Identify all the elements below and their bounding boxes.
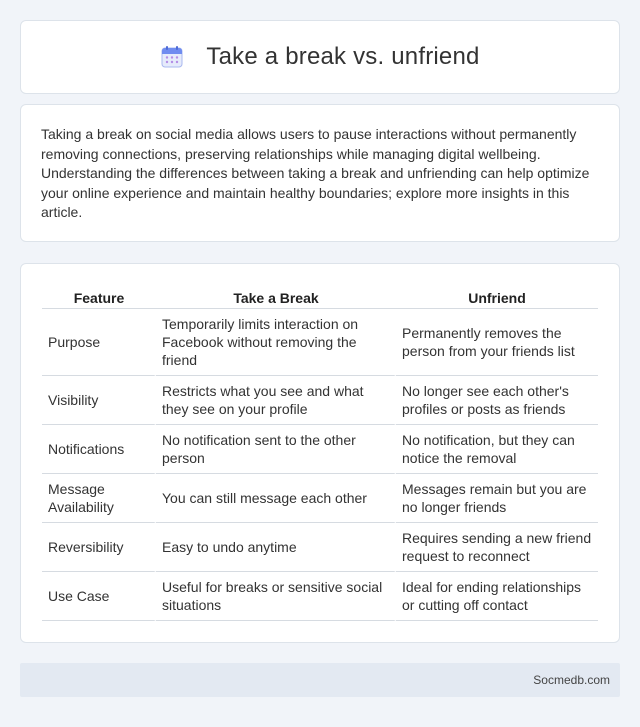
title-card xyxy=(20,20,620,94)
footer-site-link[interactable]: Socmedb.com xyxy=(533,673,610,687)
table-cell: Reversibility xyxy=(42,523,156,572)
table-row xyxy=(42,572,598,621)
table-header-row xyxy=(42,285,598,309)
column-header-unfriend: Unfriend xyxy=(396,285,598,309)
comparison-table xyxy=(42,285,598,621)
table-cell: No longer see each other's profiles or posts as friends xyxy=(396,376,598,425)
column-header-feature: Feature xyxy=(42,285,156,309)
intro-card xyxy=(20,104,620,242)
table-cell: Requires sending a new friend request to reconnect xyxy=(396,523,598,572)
table-row xyxy=(42,474,598,523)
column-header-take-a-break: Take a Break xyxy=(156,285,396,309)
table-cell: No notification, but they can notice the removal xyxy=(396,425,598,474)
page-title: Take a break vs. unfriend xyxy=(206,43,480,70)
comparison-card xyxy=(20,263,620,643)
table-cell: Visibility xyxy=(42,376,156,425)
calendar-icon xyxy=(160,45,184,69)
table-cell: Ideal for ending relationships or cutting off contact xyxy=(396,572,598,621)
table-row xyxy=(42,376,598,425)
table-cell: Useful for breaks or sensitive social situations xyxy=(156,572,396,621)
intro-paragraph: Taking a break on social media allows users to pause interactions without permanently removing connections, preserving relationships while managing digital wellbeing. Understanding the differences between taking a break and unfriending can help optimize your online experience and maintain healthy boundaries; explore more insights in this article. xyxy=(41,126,590,221)
table-cell: Notifications xyxy=(42,425,156,474)
table-cell: Easy to undo anytime xyxy=(156,523,396,572)
table-row xyxy=(42,309,598,376)
table-cell: No notification sent to the other person xyxy=(156,425,396,474)
table-cell: Purpose xyxy=(42,309,156,376)
table-row xyxy=(42,523,598,572)
table-cell: Messages remain but you are no longer friends xyxy=(396,474,598,523)
table-cell: Temporarily limits interaction on Facebook without removing the friend xyxy=(156,309,396,376)
table-cell: Use Case xyxy=(42,572,156,621)
table-row xyxy=(42,425,598,474)
table-cell: Permanently removes the person from your friends list xyxy=(396,309,598,376)
table-cell: Message Availability xyxy=(42,474,156,523)
footer xyxy=(20,663,620,697)
table-cell: Restricts what you see and what they see on your profile xyxy=(156,376,396,425)
table-cell: You can still message each other xyxy=(156,474,396,523)
